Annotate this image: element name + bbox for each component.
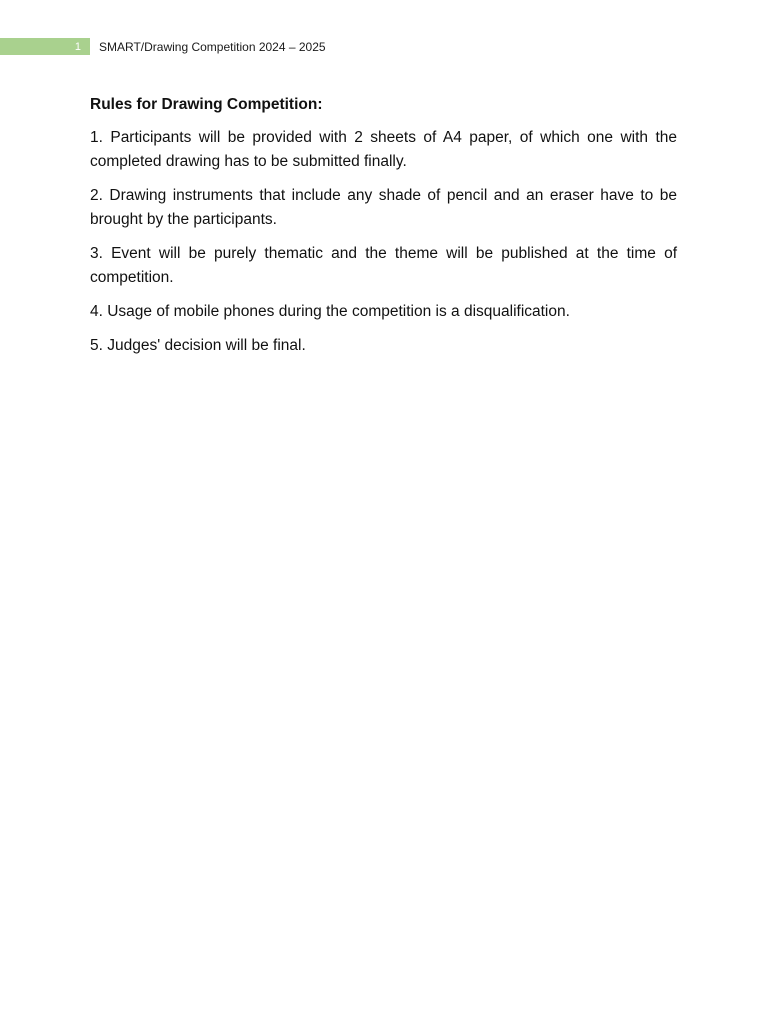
rule-item: 5. Judges' decision will be final. <box>90 337 306 354</box>
page-header <box>0 38 326 55</box>
page-number-badge <box>0 38 90 55</box>
rules-heading: Rules for Drawing Competition: <box>90 96 323 113</box>
page-number: 1 <box>74 40 81 53</box>
document-body <box>90 94 677 368</box>
rule-item: 4. Usage of mobile phones during the competition is a disqualification. <box>90 303 570 320</box>
rule-item: 1. Participants will be provided with 2 sheets of A4 paper, of which one with the completed drawing has to be submitted finally. <box>90 129 677 170</box>
header-title: SMART/Drawing Competition 2024 – 2025 <box>99 39 326 54</box>
rule-item: 3. Event will be purely thematic and the theme will be published at the time of competition. <box>90 245 677 286</box>
rule-item: 2. Drawing instruments that include any shade of pencil and an eraser have to be brought by the participants. <box>90 187 677 228</box>
